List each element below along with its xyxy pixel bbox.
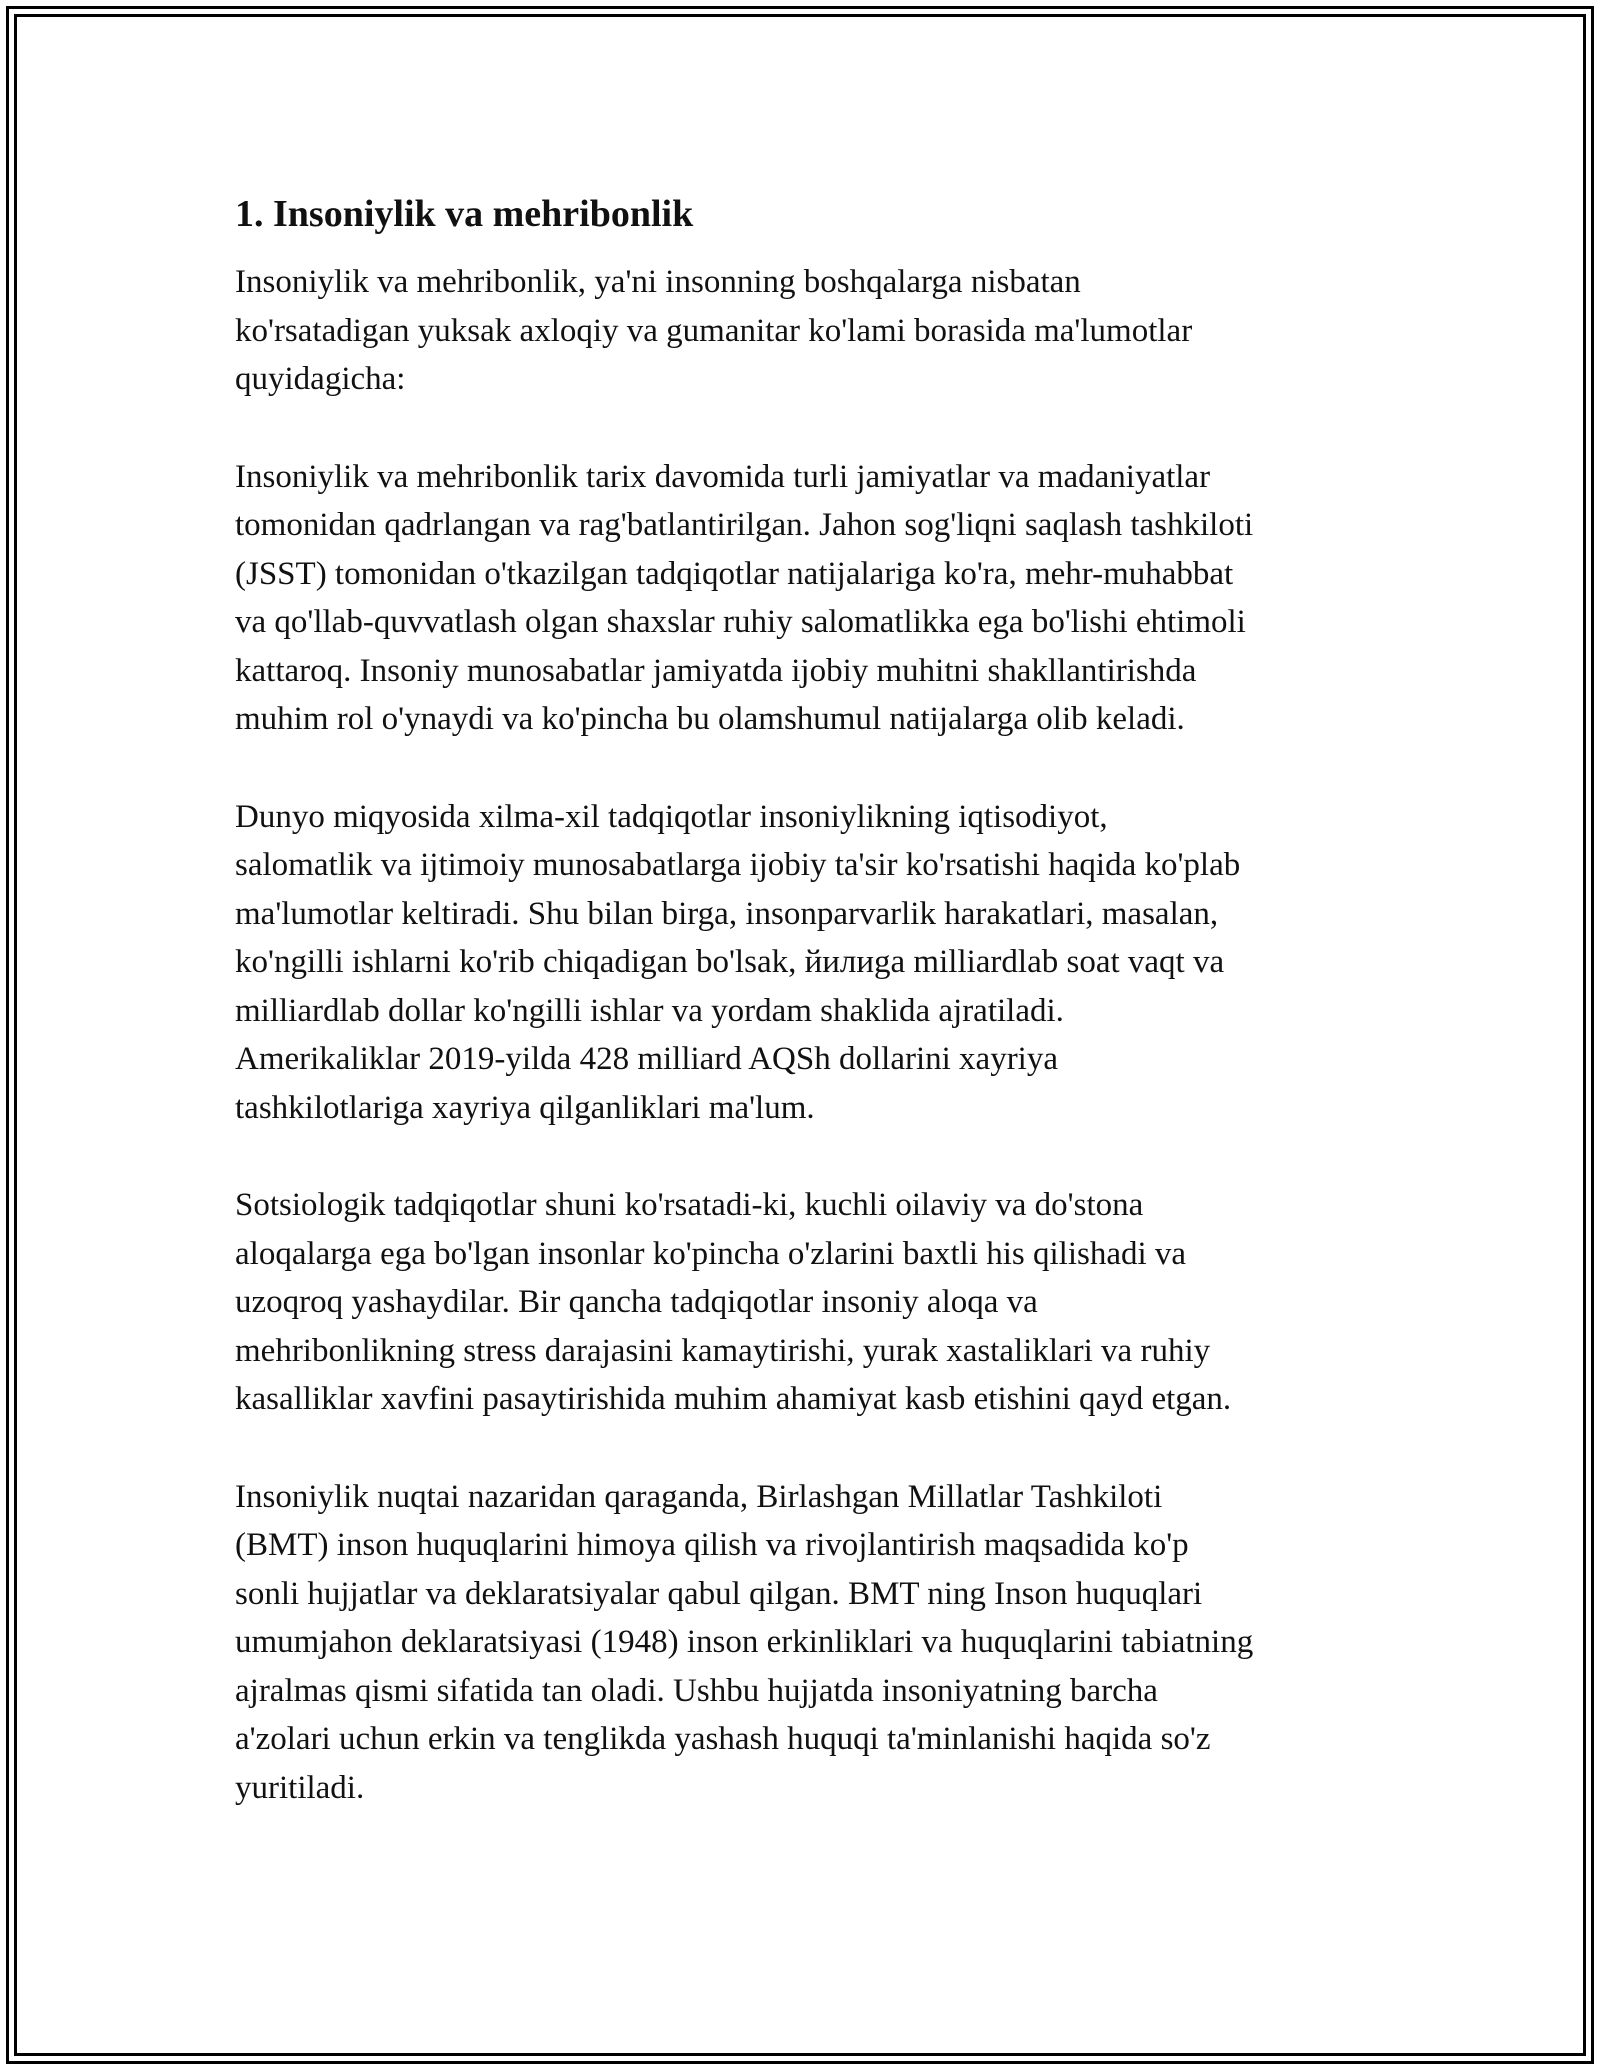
- text-line: Dunyo miqyosida xilma-xil tadqiqotlar insoniylikning iqtisodiyot,: [235, 798, 1108, 835]
- text-line: va qo'llab-quvvatlash olgan shaxslar ruhiy salomatlikka ega bo'lishi ehtimoli: [235, 604, 1246, 640]
- text-line: a'zolari uchun erkin va tenglikda yashash huquqi ta'minlanishi haqida so'z: [235, 1721, 1211, 1757]
- paragraph-history: [235, 453, 1375, 744]
- text-line: uzoqroq yashaydilar. Bir qancha tadqiqotlar insoniy aloqa va: [235, 1284, 1038, 1320]
- text-line: ko'ngilli ishlarni ko'rib chiqadigan bo'lsak, йилиga milliardlab soat vaqt va: [235, 944, 1225, 980]
- text-line: (BMT) inson huquqlarini himoya qilish va rivojlantirish maqsadida ko'p: [235, 1527, 1189, 1563]
- section-heading: 1. Insoniylik va mehribonlik: [235, 193, 694, 235]
- text-line: tashkilotlariga xayriya qilganliklari ma'lum.: [235, 1089, 815, 1126]
- paragraph-human-rights: [235, 1473, 1375, 1813]
- text-line: yuritiladi.: [235, 1769, 365, 1806]
- text-line: aloqalarga ega bo'lgan insonlar ko'pincha o'zlarini baxtli his qilishadi va: [235, 1235, 1187, 1272]
- text-line: quyidagicha:: [235, 361, 406, 397]
- paragraph-global-research: [235, 793, 1375, 1133]
- document-body: [235, 186, 1375, 1861]
- paragraph-intro: [235, 258, 1375, 404]
- text-line: Insoniylik va mehribonlik tarix davomida turli jamiyatlar va madaniyatlar: [235, 458, 1211, 495]
- text-line: Sotsiologik tadqiqotlar shuni ko'rsatadi-ki, kuchli oilaviy va do'stona: [235, 1187, 1144, 1223]
- text-line: ajralmas qismi sifatida tan oladi. Ushbu hujjatda insoniyatning barcha: [235, 1672, 1158, 1709]
- text-line: milliardlab dollar ko'ngilli ishlar va yordam shaklida ajratiladi.: [235, 992, 1064, 1029]
- text-line: mehribonlikning stress darajasini kamaytirishi, yurak xastaliklari va ruhiy: [235, 1332, 1211, 1369]
- paragraph-sociology: [235, 1181, 1375, 1424]
- text-line: Insoniylik va mehribonlik, ya'ni insonning boshqalarga nisbatan: [235, 264, 1081, 300]
- text-line: muhim rol o'ynaydi va ko'pincha bu olamshumul natijalarga olib keladi.: [235, 701, 1185, 737]
- text-line: tomonidan qadrlangan va rag'batlantirilgan. Jahon sog'liqni saqlash tashkiloti: [235, 507, 1254, 543]
- text-line: kasalliklar xavfini pasaytirishida muhim ahamiyat kasb etishini qayd etgan.: [235, 1381, 1232, 1417]
- text-line: Amerikaliklar 2019-yilda 428 milliard AQSh dollarini xayriya: [235, 1041, 1059, 1077]
- text-line: Insoniylik nuqtai nazaridan qaraganda, Birlashgan Millatlar Tashkiloti: [235, 1478, 1163, 1515]
- text-line: kattaroq. Insoniy munosabatlar jamiyatda ijobiy muhitni shakllantirishda: [235, 652, 1197, 689]
- text-line: salomatlik va ijtimoiy munosabatlarga ijobiy ta'sir ko'rsatishi haqida ko'plab: [235, 847, 1241, 883]
- text-line: umumjahon deklaratsiyasi (1948) inson erkinliklari va huquqlarini tabiatning: [235, 1624, 1254, 1660]
- text-line: sonli hujjatlar va deklaratsiyalar qabul qilgan. BMT ning Inson huquqlari: [235, 1575, 1203, 1612]
- text-line: (JSST) tomonidan o'tkazilgan tadqiqotlar natijalariga ko'ra, mehr-muhabbat: [235, 555, 1234, 592]
- text-line: ma'lumotlar keltiradi. Shu bilan birga, insonparvarlik harakatlari, masalan,: [235, 895, 1219, 932]
- text-line: ko'rsatadigan yuksak axloqiy va gumanitar ko'lami borasida ma'lumotlar: [235, 312, 1193, 349]
